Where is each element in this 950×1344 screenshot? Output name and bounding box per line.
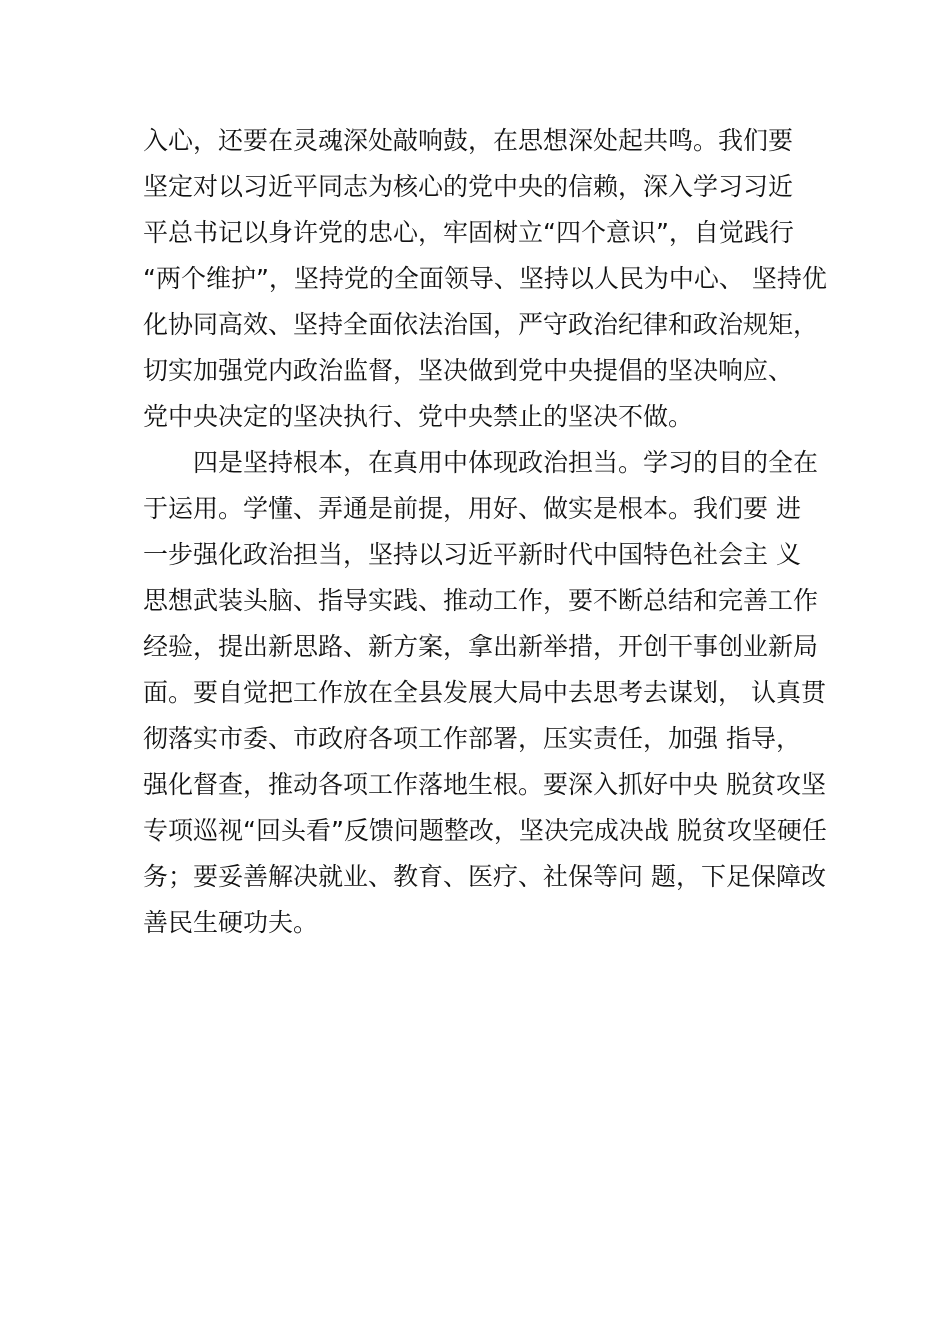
paragraph-1-line-4: “两个维护”，坚持党的全面领导、坚持以人民为中心、 坚持优 [143, 264, 827, 293]
paragraph-1-line-1: 入心，还要在灵魂深处敲响鼓，在思想深处起共鸣。我们要 [143, 126, 794, 155]
paragraph-2-line-7: 彻落实市委、市政府各项工作部署，压实责任，加强 指导， [143, 724, 801, 753]
paragraph-1-line-7: 党中央决定的坚决执行、党中央禁止的坚决不做。 [143, 402, 694, 431]
paragraph-2-line-6: 面。要自觉把工作放在全县发展大局中去思考去谋划， 认真贯 [143, 678, 826, 707]
paragraph-2-line-11: 善民生硬功夫。 [143, 908, 319, 937]
paragraph-2-line-8: 强化督查，推动各项工作落地生根。要深入抓好中央 脱贫攻坚 [143, 770, 826, 799]
paragraph-1-line-3: 平总书记以身许党的忠心，牢固树立“四个意识”，自觉践行 [143, 218, 794, 247]
paragraph-2-line-5: 经验，提出新思路、新方案，拿出新举措，开创干事创业新局 [143, 632, 819, 661]
paragraph-2-line-4: 思想武装头脑、指导实践、推动工作，要不断总结和完善工作 [143, 586, 819, 615]
body-text [143, 118, 843, 946]
paragraph-2-line-2: 于运用。学懂、弄通是前提，用好、做实是根本。我们要 进 [143, 494, 801, 523]
paragraph-2-line-9: 专项巡视“回头看”反馈问题整改，坚决完成决战 脱贫攻坚硬任 [143, 816, 827, 845]
paragraph-2-line-1: 四是坚持根本，在真用中体现政治担当。学习的目的全在 [193, 448, 819, 477]
paragraph-1-line-5: 化协同高效、坚持全面依法治国，严守政治纪律和政治规矩， [143, 310, 819, 339]
paragraph-1-line-6: 切实加强党内政治监督，坚决做到党中央提倡的坚决响应、 [143, 356, 794, 385]
paragraph-2-line-3: 一步强化政治担当，坚持以习近平新时代中国特色社会主 义 [143, 540, 801, 569]
paragraph-2-line-10: 务；要妥善解决就业、教育、医疗、社保等问 题，下足保障改 [143, 862, 826, 891]
paragraph-1-line-2: 坚定对以习近平同志为核心的党中央的信赖，深入学习习近 [143, 172, 794, 201]
